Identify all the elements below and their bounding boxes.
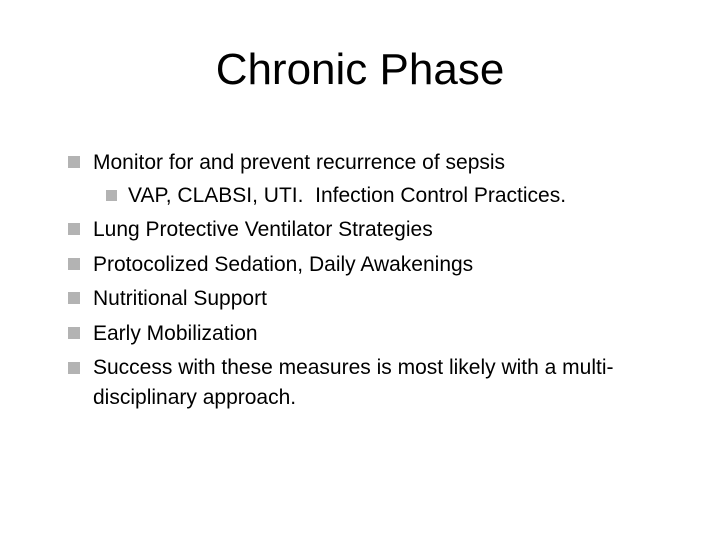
- sub-bullet-text: VAP, CLABSI, UTI. Infection Control Practices.: [128, 183, 567, 207]
- bullet-text: Monitor for and prevent recurrence of sepsis: [93, 151, 506, 174]
- bullet-item: [68, 213, 668, 248]
- square-bullet-icon: [68, 327, 80, 339]
- bullet-item: [68, 353, 633, 413]
- bullet-item: [68, 317, 668, 352]
- bullet-item: [68, 248, 668, 283]
- slide-title: Chronic Phase: [215, 45, 505, 94]
- bullet-text: Lung Protective Ventilator Strategies: [93, 218, 433, 241]
- bullet-text: Nutritional Support: [93, 287, 267, 310]
- sub-bullet-item: [68, 179, 668, 214]
- square-bullet-icon: [68, 292, 80, 304]
- square-bullet-icon: [106, 190, 117, 201]
- square-bullet-icon: [68, 223, 80, 235]
- bullet-text: Success with these measures is most likely with a multi-disciplinary approach.: [93, 356, 614, 409]
- bullet-list: [68, 146, 668, 413]
- bullet-item: [68, 146, 668, 181]
- square-bullet-icon: [68, 258, 80, 270]
- square-bullet-icon: [68, 156, 80, 168]
- bullet-text: Early Mobilization: [93, 321, 258, 345]
- square-bullet-icon: [68, 362, 80, 374]
- bullet-item: [68, 282, 668, 317]
- bullet-text: Protocolized Sedation, Daily Awakenings: [93, 252, 474, 276]
